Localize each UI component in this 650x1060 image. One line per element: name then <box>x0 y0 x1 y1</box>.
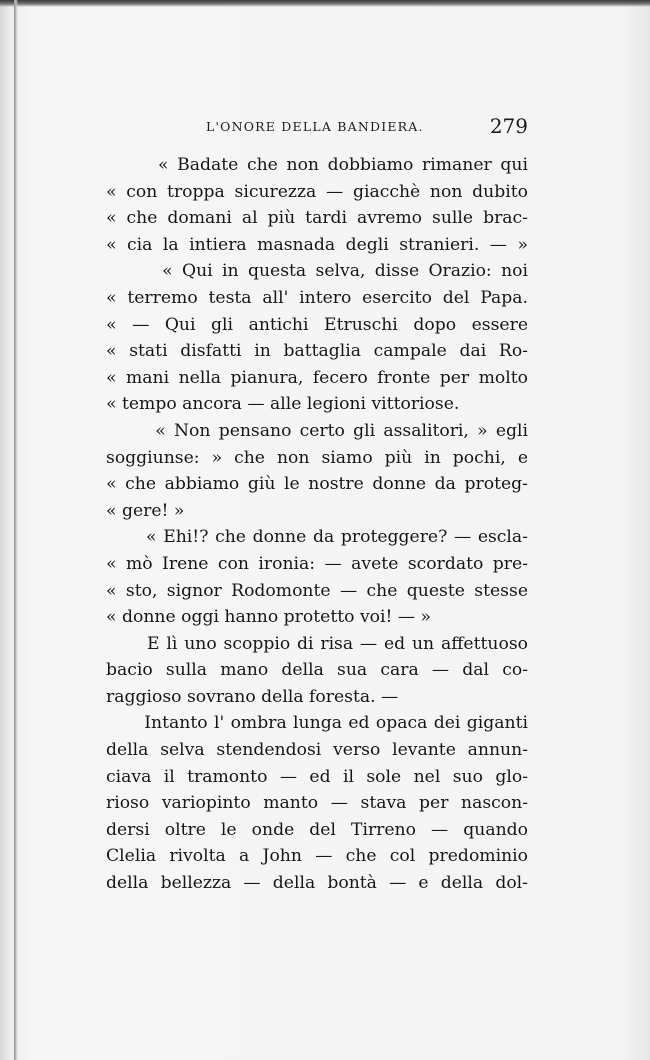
text-line: « gere! » <box>106 500 185 521</box>
text-line: « con troppa sicurezza — giacchè non dubito <box>106 181 528 202</box>
text-line: dersi oltre le onde del Tirreno — quando <box>106 819 528 840</box>
text-line: della selva stendendosi verso levante annun- <box>106 740 528 761</box>
text-line: « Ehi!? che donne da proteggere? — escla- <box>106 527 528 548</box>
body-text <box>106 152 528 897</box>
text-line: « Non pensano certo gli assalitori, » egli <box>106 420 528 441</box>
running-title: L'ONORE DELLA BANDIERA. <box>206 119 424 134</box>
text-line: « donne oggi hanno protetto voi! — » <box>106 607 432 628</box>
page-header <box>106 114 528 140</box>
text-line: della bellezza — della bontà — e della dol- <box>106 873 528 894</box>
text-line: « stati disfatti in battaglia campale dai Ro- <box>106 341 528 362</box>
text-line: bacio sulla mano della sua cara — dal co- <box>106 660 528 681</box>
text-line: « che domani al più tardi avremo sulle brac- <box>106 208 528 229</box>
text-line: E lì uno scoppio di risa — ed un affettuoso <box>106 633 528 654</box>
text-line: « terremo testa all' intero esercito del Papa. <box>106 287 528 308</box>
page-number: 279 <box>489 114 528 138</box>
text-line: « Qui in questa selva, disse Orazio: noi <box>106 261 528 282</box>
text-line: « che abbiamo giù le nostre donne da proteg- <box>106 474 528 495</box>
text-line: raggioso sovrano della foresta. — <box>106 686 399 707</box>
text-line: « mò Irene con ironia: — avete scordato pre- <box>106 553 528 574</box>
binding-spine-shadow <box>14 0 18 1060</box>
text-line: « sto, signor Rodomonte — che queste stesse <box>106 580 528 601</box>
text-line: « mani nella pianura, fecero fronte per molto <box>106 367 528 388</box>
page-top-edge <box>0 0 650 7</box>
text-line: « cia la intiera masnada degli stranieri. — » <box>106 234 528 255</box>
text-line: Clelia rivolta a John — che col predominio <box>106 846 528 867</box>
text-line: « — Qui gli antichi Etruschi dopo essere <box>106 314 528 335</box>
text-line: ciava il tramonto — ed il sole nel suo glo- <box>106 766 528 787</box>
text-line: « tempo ancora — alle legioni vittoriose. <box>106 394 460 415</box>
text-line: Intanto l' ombra lunga ed opaca dei giganti <box>106 713 528 734</box>
text-line: soggiunse: » che non siamo più in pochi, e <box>106 447 528 468</box>
text-line: « Badate che non dobbiamo rimaner qui <box>106 155 528 175</box>
text-line: rioso variopinto manto — stava per nascon- <box>106 793 528 814</box>
